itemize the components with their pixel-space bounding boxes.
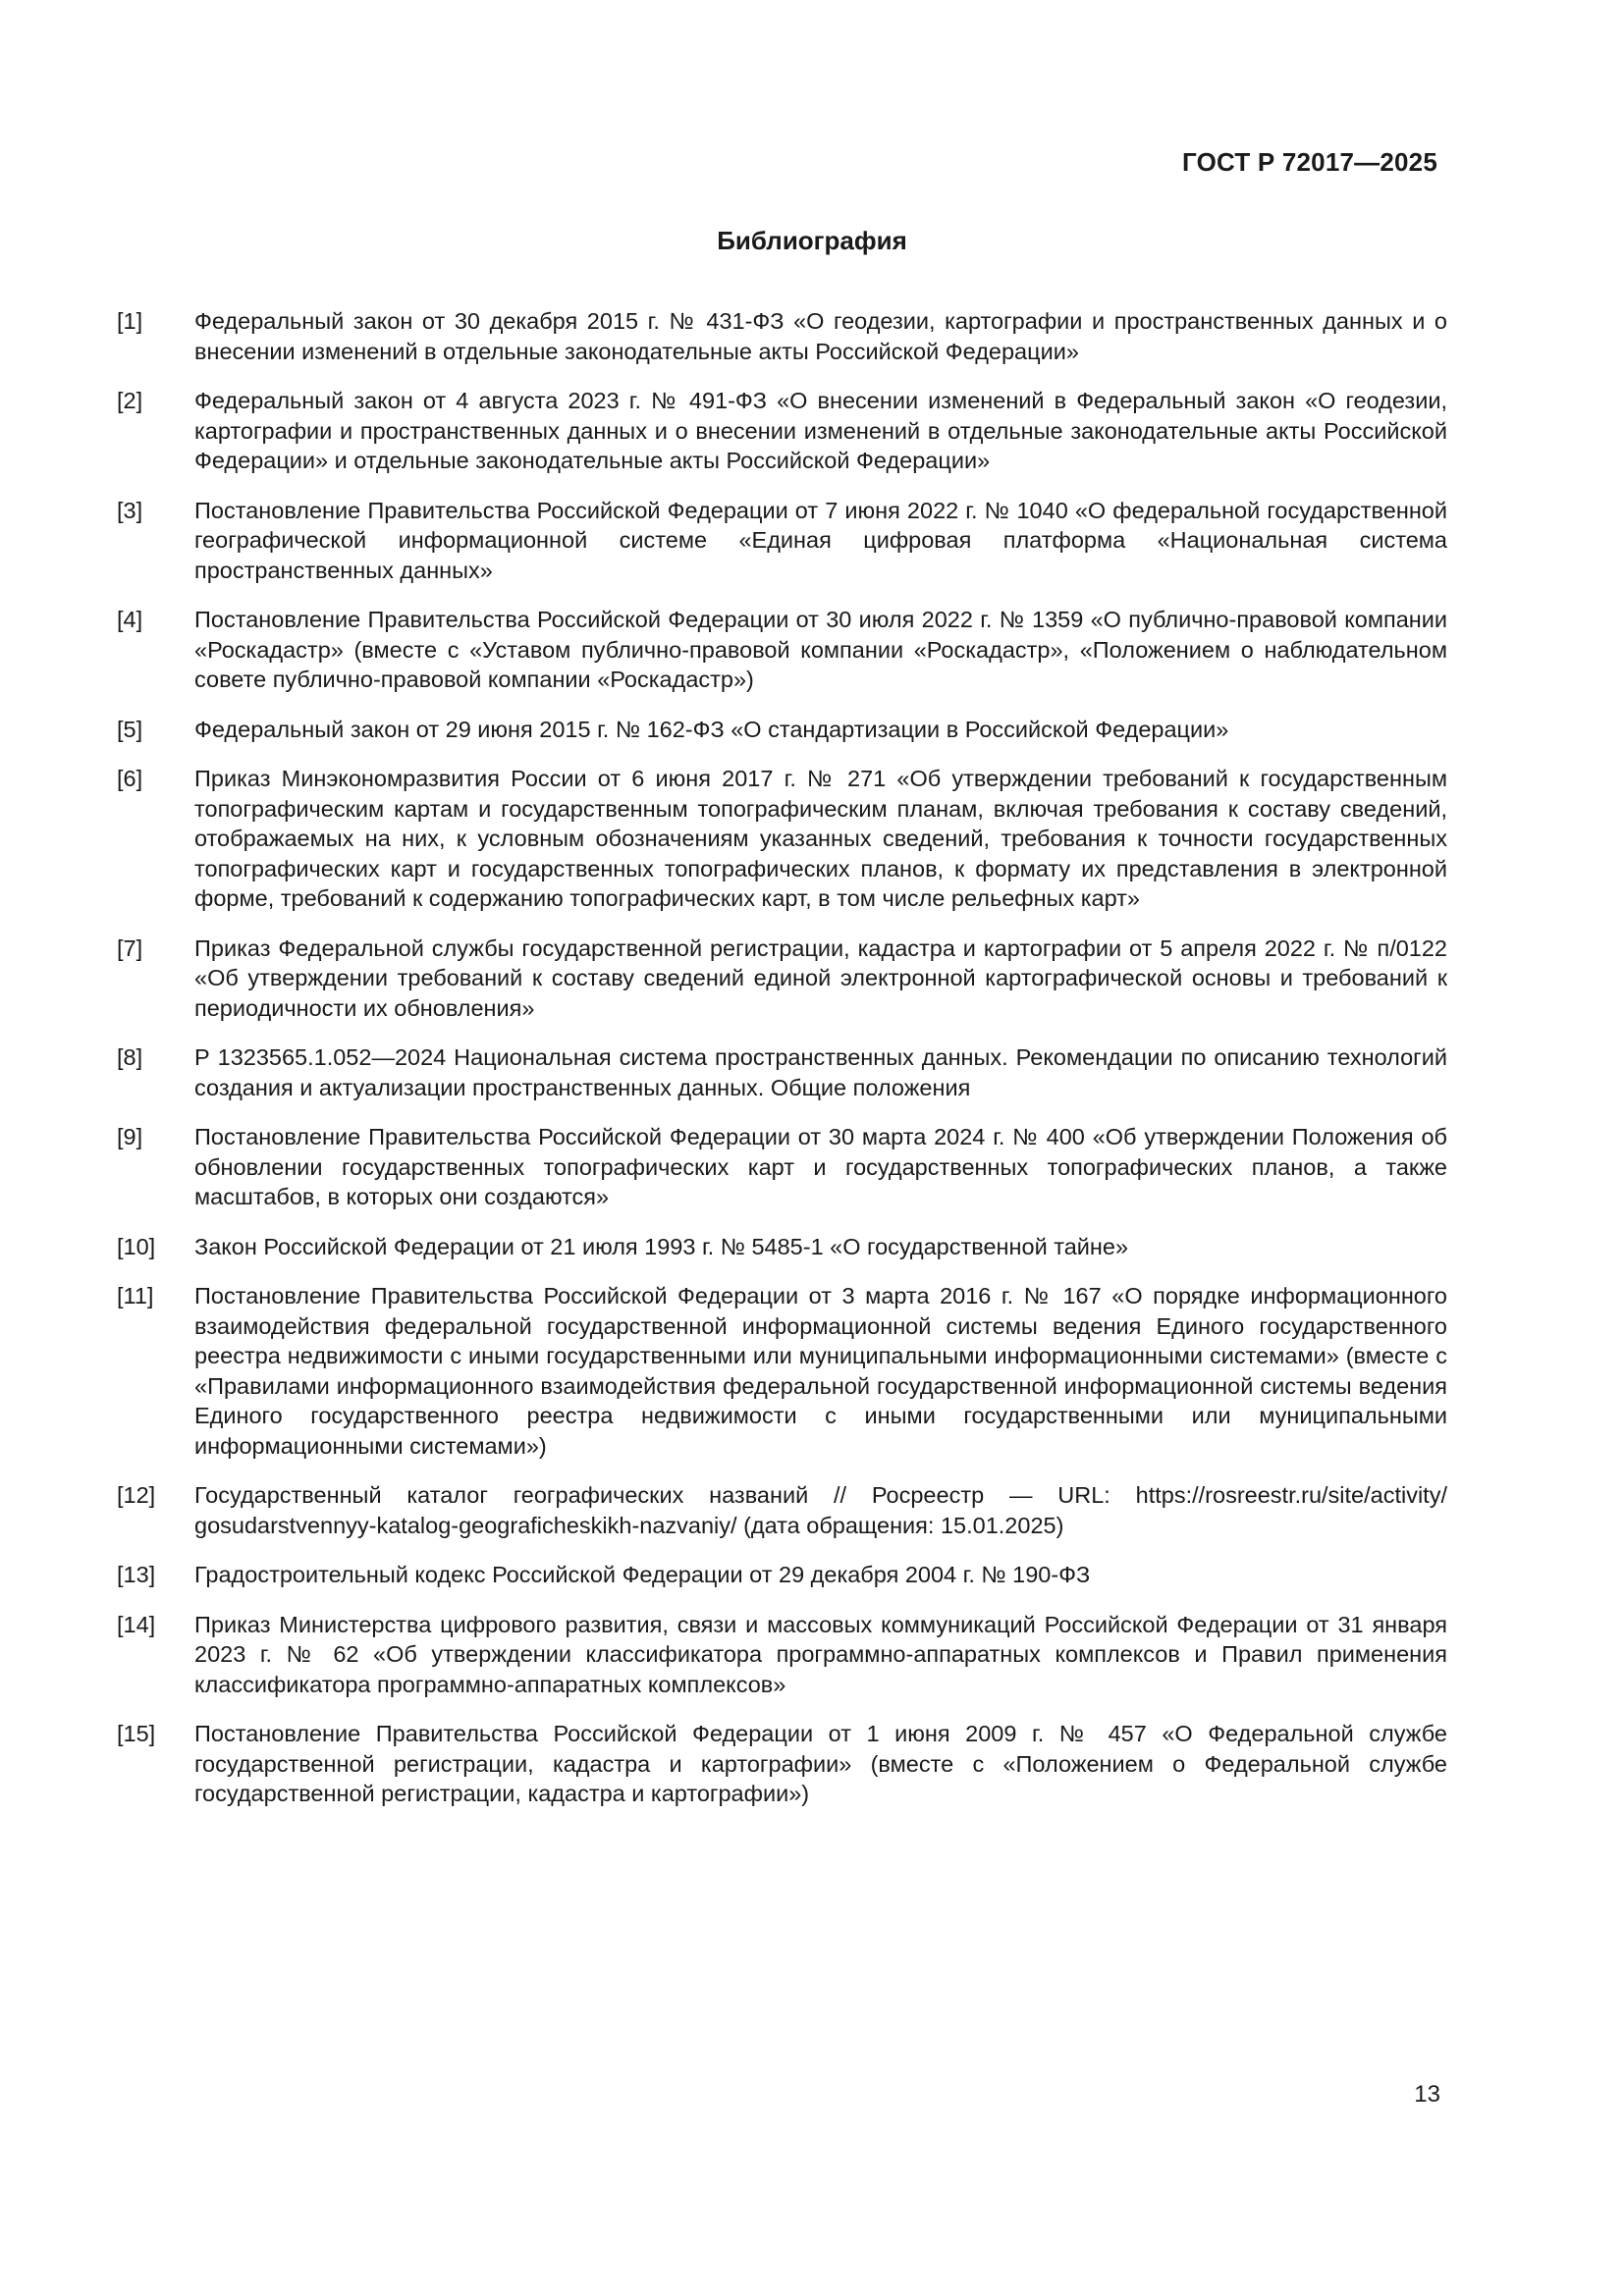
entry-text: Градостроительный кодекс Российской Федерации от 29 декабря 2004 г. № 190-ФЗ — [194, 1562, 1091, 1587]
bibliography-entry-8 — [117, 1042, 1447, 1102]
entry-number: [9] — [117, 1124, 143, 1149]
entry-text: Федеральный закон от 4 августа 2023 г. № 491-ФЗ «О внесении изменений в Федеральный закон «О геодезии, картографии и пространственных данных и о внесении изменений в отдельные законодательные акты Российской Федерации» и отдельные законодательные акты Российской Федерации» — [194, 388, 1447, 473]
entry-text: Закон Российской Федерации от 21 июля 1993 г. № 5485-1 «О государственной тайне» — [194, 1233, 1129, 1259]
bibliography-entry-4 — [117, 605, 1447, 695]
bibliography-entry-15 — [117, 1719, 1447, 1809]
document-code: ГОСТ Р 72017—2025 — [1182, 147, 1437, 177]
entry-number: [11] — [117, 1283, 154, 1308]
entry-text: Р 1323565.1.052—2024 Национальная система пространственных данных. Рекомендации по описанию технологий создания и актуализации пространственных данных. Общие положения — [194, 1044, 1447, 1100]
entry-text: Постановление Правительства Российской Федерации от 30 марта 2024 г. № 400 «Об утверждении Положения об обновлении государственных топографических карт и государственных топографических планов, а также масштабов, в которых они создаются» — [194, 1124, 1447, 1209]
bibliography-entry-12 — [117, 1480, 1447, 1540]
bibliography-list — [117, 306, 1447, 1829]
entry-number: [8] — [117, 1044, 143, 1070]
entry-text: Постановление Правительства Российской Федерации от 7 июня 2022 г. № 1040 «О федеральной государственной географической информационной системе «Единая цифровая платформа «Национальная система пространственных данных» — [194, 497, 1447, 583]
entry-number: [12] — [117, 1482, 156, 1508]
entry-number: [13] — [117, 1562, 156, 1587]
bibliography-entry-6 — [117, 764, 1447, 914]
entry-text: Постановление Правительства Российской Федерации от 30 июля 2022 г. № 1359 «О публично-правовой компании «Роскадастр» (вместе с «Уставом публично-правовой компании «Роскадастр», «Положением о наблюдательном совете публично-правовой компании «Роскадастр») — [194, 607, 1447, 692]
entry-text: Постановление Правительства Российской Федерации от 3 марта 2016 г. № 167 «О порядке информационного взаимодействия федеральной государственной информационной системы ведения Единого государственного реестра недвижимости с иными государственными или муниципальными информационными системами» (вместе с «Правилами информационного взаимодействия федеральной государственной информационной системы ведения Единого государственного реестра недвижимости с иными государственными или муниципальными информационными системами») — [194, 1283, 1447, 1459]
entry-text: Приказ Минэкономразвития России от 6 июня 2017 г. № 271 «Об утверждении требований к государственным топографическим картам и государственным топографическим планам, включая требования к составу сведений, отображаемых на них, к условным обозначениям указанных сведений, требования к точности государственных топографических карт и государственных топографических планов, к формату их представления в электронной форме, требований к содержанию топографических карт, в том числе рельефных карт» — [194, 766, 1447, 911]
entry-number: [7] — [117, 934, 143, 961]
page-number: 13 — [1414, 2081, 1440, 2108]
bibliography-entry-10 — [117, 1232, 1447, 1262]
entry-number: [2] — [117, 388, 143, 413]
entry-text: Приказ Федеральной службы государственной регистрации, кадастра и картографии от 5 апреля 2022 г. № п/0122 «Об утверждении требований к составу сведений единой электронной картографической основы и требований к периодичности их обновления» — [194, 934, 1447, 1021]
entry-number: [5] — [117, 716, 143, 742]
bibliography-entry-1 — [117, 306, 1447, 366]
bibliography-entry-11 — [117, 1281, 1447, 1461]
bibliography-entry-3 — [117, 496, 1447, 586]
bibliography-entry-14 — [117, 1610, 1447, 1700]
bibliography-entry-2 — [117, 386, 1447, 476]
entry-number: [10] — [117, 1233, 156, 1259]
entry-text: Приказ Министерства цифрового развития, связи и массовых коммуникаций Российской Федерации от 31 января 2023 г. № 62 «Об утверждении классификатора программно-аппаратных комплексов и Правил применения классификатора программно-аппаратных комплексов» — [194, 1611, 1447, 1697]
entry-number: [4] — [117, 607, 143, 632]
bibliography-entry-7 — [117, 934, 1447, 1024]
entry-text: Постановление Правительства Российской Федерации от 1 июня 2009 г. № 457 «О Федеральной службе государственной регистрации, кадастра и картографии» (вместе с «Положением о Федеральной службе государственной регистрации, кадастра и картографии») — [194, 1721, 1447, 1806]
bibliography-entry-13 — [117, 1560, 1447, 1590]
bibliography-entry-5 — [117, 715, 1447, 745]
bibliography-entry-9 — [117, 1122, 1447, 1212]
entry-number: [6] — [117, 766, 143, 791]
entry-text: Федеральный закон от 30 декабря 2015 г. № 431-ФЗ «О геодезии, картографии и пространственных данных и о внесении изменений в отдельные законодательные акты Российской Федерации» — [194, 308, 1447, 364]
entry-number: [1] — [117, 308, 143, 334]
entry-text: Государственный каталог географических названий // Росреестр — URL: https://rosreestr.ru/site/activity/​gosudarstvennyy-katalog-geograficheskikh-nazvaniy/ (дата обращения: 15.01.2025) — [194, 1482, 1447, 1538]
entry-number: [15] — [117, 1721, 156, 1746]
entry-text: Федеральный закон от 29 июня 2015 г. № 162-ФЗ «О стандартизации в Российской Федерации» — [194, 716, 1229, 742]
entry-number: [14] — [117, 1611, 156, 1637]
entry-number: [3] — [117, 497, 143, 523]
page-title: Библиография — [717, 226, 907, 255]
